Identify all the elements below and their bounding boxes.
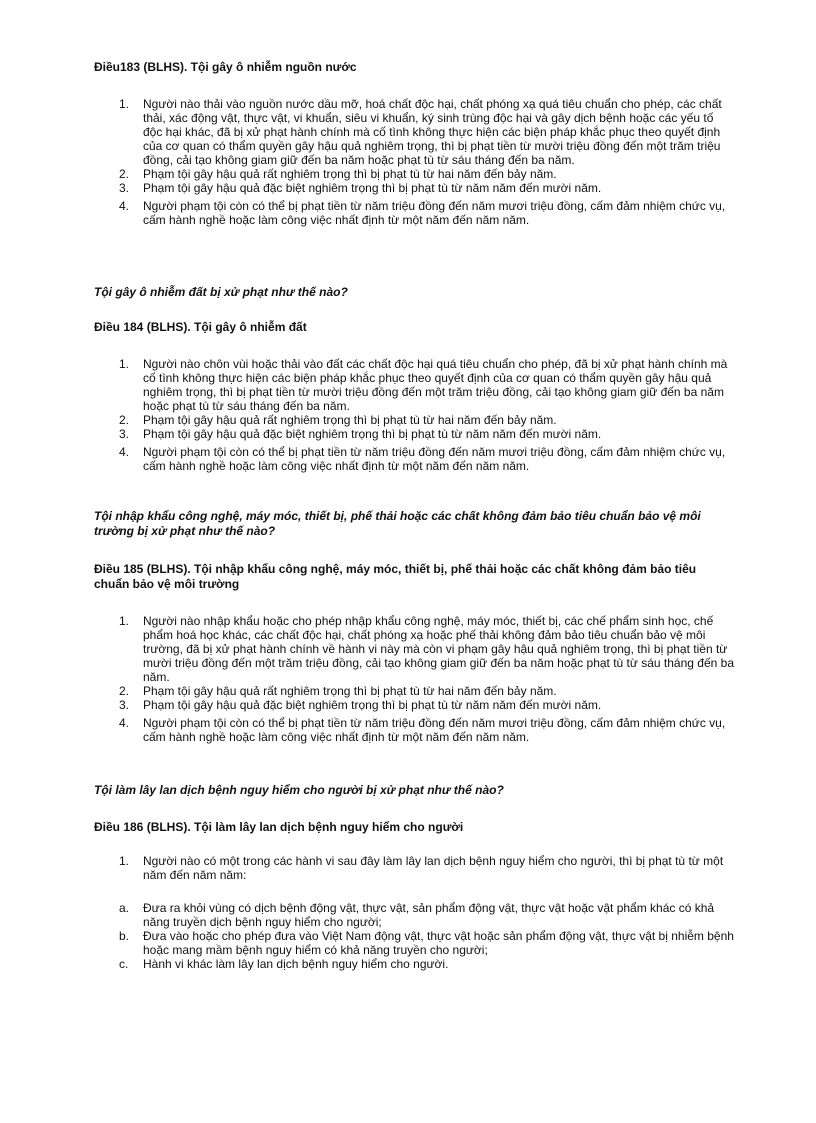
question-184: Tội gây ô nhiễm đất bị xử phạt như thế nào?	[94, 285, 348, 299]
article-186-title: Điều 186 (BLHS). Tội làm lây lan dịch bệnh nguy hiểm cho người	[94, 820, 464, 834]
list-item: 1. Người nào có một trong các hành vi sau đây làm lây lan dịch bệnh nguy hiểm cho người, thì bị phạt tù từ một năm đến năm năm:	[119, 854, 724, 882]
question-185: Tội nhập khẩu công nghệ, máy móc, thiết bị, phế thải hoặc các chất không đảm bảo tiêu chuẩn bảo vệ môi trường bị xử phạt như thế nào?	[94, 509, 701, 538]
list-item: 2. Phạm tội gây hậu quả rất nghiêm trọng thì bị phạt tù từ hai năm đến bảy năm.	[119, 167, 557, 181]
list-item: 3. Phạm tội gây hậu quả đặc biệt nghiêm trọng thì bị phạt tù từ năm năm đến mười năm.	[119, 698, 602, 712]
list-item: 4. Người phạm tội còn có thể bị phạt tiền từ năm triệu đồng đến năm mươi triệu đồng, cấm đảm nhiệm chức vụ, cấm hành nghề hoặc làm công việc nhất định từ một năm đến năm năm.	[119, 445, 726, 473]
article-184	[94, 320, 734, 473]
list-item: b. Đưa vào hoặc cho phép đưa vào Việt Nam động vật, thực vật hoặc sản phẩm động vật, thực vật bị nhiễm bệnh hoặc mang mầm bệnh nguy hiểm có khả năng truyền cho người;	[119, 929, 734, 957]
article-184-title: Điều 184 (BLHS). Tội gây ô nhiễm đất	[94, 320, 307, 334]
article-186-sublist	[94, 901, 734, 971]
article-183-title: Điều183 (BLHS). Tội gây ô nhiễm nguồn nước	[94, 60, 357, 74]
list-item: 4. Người phạm tội còn có thể bị phạt tiền từ năm triệu đồng đến năm mươi triệu đồng, cấm đảm nhiệm chức vụ, cấm hành nghề hoặc làm công việc nhất định từ một năm đến năm năm.	[119, 716, 726, 744]
list-item: c. Hành vi khác làm lây lan dịch bệnh nguy hiểm cho người.	[119, 957, 449, 971]
question-186: Tội làm lây lan dịch bệnh nguy hiểm cho người bị xử phạt như thế nào?	[94, 783, 504, 797]
article-185	[94, 562, 734, 744]
list-item: 4. Người phạm tội còn có thể bị phạt tiền từ năm triệu đồng đến năm mươi triệu đồng, cấm đảm nhiệm chức vụ, cấm hành nghề hoặc làm công việc nhất định từ một năm đến năm năm.	[119, 199, 726, 227]
list-item: 1. Người nào chôn vùi hoặc thải vào đất các chất độc hại quá tiêu chuẩn cho phép, đã bị xử phạt hành chính mà cố tình không thực hiện các biện pháp khắc phục theo quyết định của cơ quan có thẩm quyền gây hậu quả nghiêm trọng, thì bị phạt tiền từ mười triệu đồng đến một trăm triệu đồng, cải tạo không giam giữ đến ba năm hoặc phạt tù từ sáu tháng đến ba năm.	[119, 357, 728, 413]
article-183-list	[94, 97, 734, 227]
list-item: 1. Người nào nhập khẩu hoặc cho phép nhập khẩu công nghệ, máy móc, thiết bị, các chế phẩm sinh học, chế phẩm hoá học khác, các chất độc hại, chất phóng xạ hoặc phế thải không đảm bảo tiêu chuẩn bảo vệ môi trường, đã bị xử phạt hành chính về hành vi này mà còn vi phạm gây hậu quả nghiêm trọng, thì bị phạt tiền từ mười triệu đồng đến một trăm triệu đồng, cải tạo không giam giữ đến ba năm hoặc phạt tù từ sáu tháng đến ba năm.	[119, 614, 734, 684]
article-186-list	[94, 854, 734, 882]
list-item: a. Đưa ra khỏi vùng có dịch bệnh động vật, thực vật, sản phẩm động vật, thực vật hoặc vật phẩm khác có khả năng truyền dịch bệnh nguy hiểm cho người;	[119, 901, 715, 929]
article-184-list	[94, 357, 734, 473]
article-183	[94, 60, 734, 227]
list-item: 2. Phạm tội gây hậu quả rất nghiêm trọng thì bị phạt tù từ hai năm đến bảy năm.	[119, 413, 557, 427]
article-186	[94, 820, 734, 971]
article-185-list	[94, 614, 734, 744]
list-item: 3. Phạm tội gây hậu quả đặc biệt nghiêm trọng thì bị phạt tù từ năm năm đến mười năm.	[119, 181, 602, 195]
list-item: 3. Phạm tội gây hậu quả đặc biệt nghiêm trọng thì bị phạt tù từ năm năm đến mười năm.	[119, 427, 602, 441]
article-185-title: Điều 185 (BLHS). Tội nhập khẩu công nghệ, máy móc, thiết bị, phế thải hoặc các chất không đảm bảo tiêu chuẩn bảo vệ môi trường	[94, 562, 697, 591]
list-item: 1. Người nào thải vào nguồn nước dầu mỡ, hoá chất độc hại, chất phóng xạ quá tiêu chuẩn cho phép, các chất thải, xác động vật, thực vật, vi khuẩn, siêu vi khuẩn, ký sinh trùng độc hại và gây dịch bệnh hoặc các yếu tố độc hại khác, đã bị xử phạt hành chính mà cố tình không thực hiện các biện pháp khắc phục theo quyết định của cơ quan có thẩm quyền gây hậu quả nghiêm trọng, thì bị phạt tiền từ mười triệu đồng đến một trăm triệu đồng, cải tạo không giam giữ đến ba năm hoặc phạt tù từ sáu tháng đến ba năm.	[119, 97, 722, 167]
list-item: 2. Phạm tội gây hậu quả rất nghiêm trọng thì bị phạt tù từ hai năm đến bảy năm.	[119, 684, 557, 698]
